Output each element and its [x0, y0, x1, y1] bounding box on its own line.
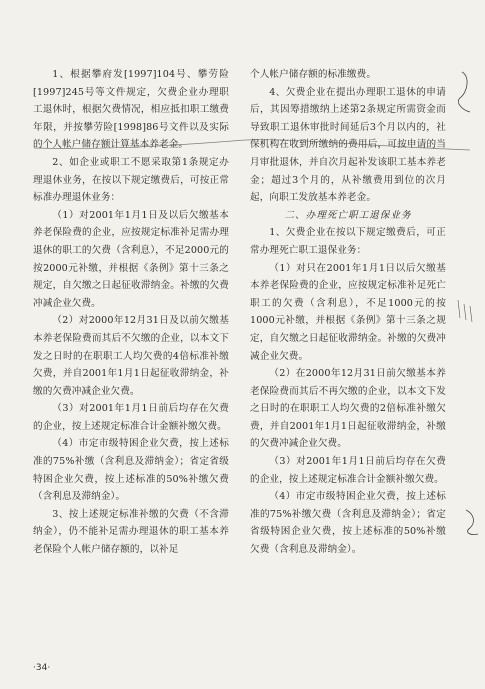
paragraph: （4）市定市级特困企业欠费，按上述标准的75%补缴（含利息及滞纳金）；省定省级特困企业欠费，按上述标准的50%补缴欠费（含利息及滞纳金）。 — [33, 438, 229, 503]
paragraph: （2）对2000年12月31日及以前欠缴基本养老保险费而其后不欠缴的企业，以本文下发之日时的在职职工人均欠费的4倍标准补缴欠费，并自2001年1月1日起征收滞纳金，补缴的欠费冲减企业欠费。 — [33, 315, 229, 397]
paragraph: （4）市定市级特困企业欠费，按上述标准的75%补缴欠费（含利息及滞纳金）；省定省级特困企业欠费，按上述标准的50%补缴欠费（含利息及滞纳金）。 — [250, 491, 446, 556]
left-column — [33, 66, 229, 559]
paragraph: 2、如企业或职工不愿采取第1条规定办理退休业务，在按以下规定缴费后，可按正常标准办理退休业务： — [33, 156, 229, 204]
paragraph: 个人帐户储存额的标准缴费。 — [250, 69, 377, 80]
paragraph: （2）在2000年12月31日前欠缴基本养老保险费而其后不再欠缴的企业，以本文下发之日时的在职职工人均欠费的2倍标准补缴欠费，并自2001年1月1日起征收滞纳金，补缴的欠费冲减企业欠费。 — [250, 368, 446, 450]
right-column — [250, 66, 446, 559]
paragraph: （3）对2001年1月1日前后均存在欠费的企业，按上述规定标准合计金额补缴欠费。 — [33, 403, 229, 432]
paragraph: （3）对2001年1月1日前后均存在欠费的企业，按上述规定标准合计金额补缴欠费。 — [250, 456, 446, 485]
paragraph: 4、欠费企业在提出办理职工退休的申请后，其因筹措缴纳上述第2条规定所需资金而导致职工退休审批时间延后3个月以内的，社保机构在收到所缴纳的费用后，可按申请的当月审批退休，并自次月起补发该职工基本养老金；超过3个月的，从补缴费用到位的次月起，向职工发放基本养老金。 — [250, 86, 446, 204]
paragraph: 1、根据攀府发[1997]104号、攀劳险[1997]245号等文件规定，欠费企业办理职工退休时，根据欠费情况，相应抵扣职工缴费年限，并按攀劳险[1998]86号文件以及实际的个人帐户储存额计算基本养老金。 — [33, 69, 229, 151]
paragraph: （1）对只在2001年1月1日以后欠缴基本养老保险费的企业，应按规定标准补足死亡职工的欠费（含利息），不足1000元的按1000元补缴，并根据《条例》第十三条之规定，自欠缴之日起征收滞纳金。补缴的欠费冲减企业欠费。 — [250, 262, 446, 362]
paragraph: （1）对2001年1月1日及以后欠缴基本养老保险费的企业，应按规定标准补足需办理退休的职工的欠费（含利息），不足2000元的按2000元补缴，并根据《条例》第十三条之规定，自欠缴之日起征收滞纳金。补缴的欠费冲减企业欠费。 — [33, 209, 229, 309]
paragraph: 3、按上述规定标准补缴的欠费（不含滞纳金），仍不能补足需办理退休的职工基本养老保险个人帐户储存额的，以补足 — [33, 508, 229, 556]
paragraph: 1、欠费企业在按以下规定缴费后，可正常办理死亡职工退保业务： — [250, 227, 446, 256]
section-heading: 二、办理死亡职工退保业务 — [284, 209, 412, 221]
page-number: ·34· — [33, 663, 51, 673]
